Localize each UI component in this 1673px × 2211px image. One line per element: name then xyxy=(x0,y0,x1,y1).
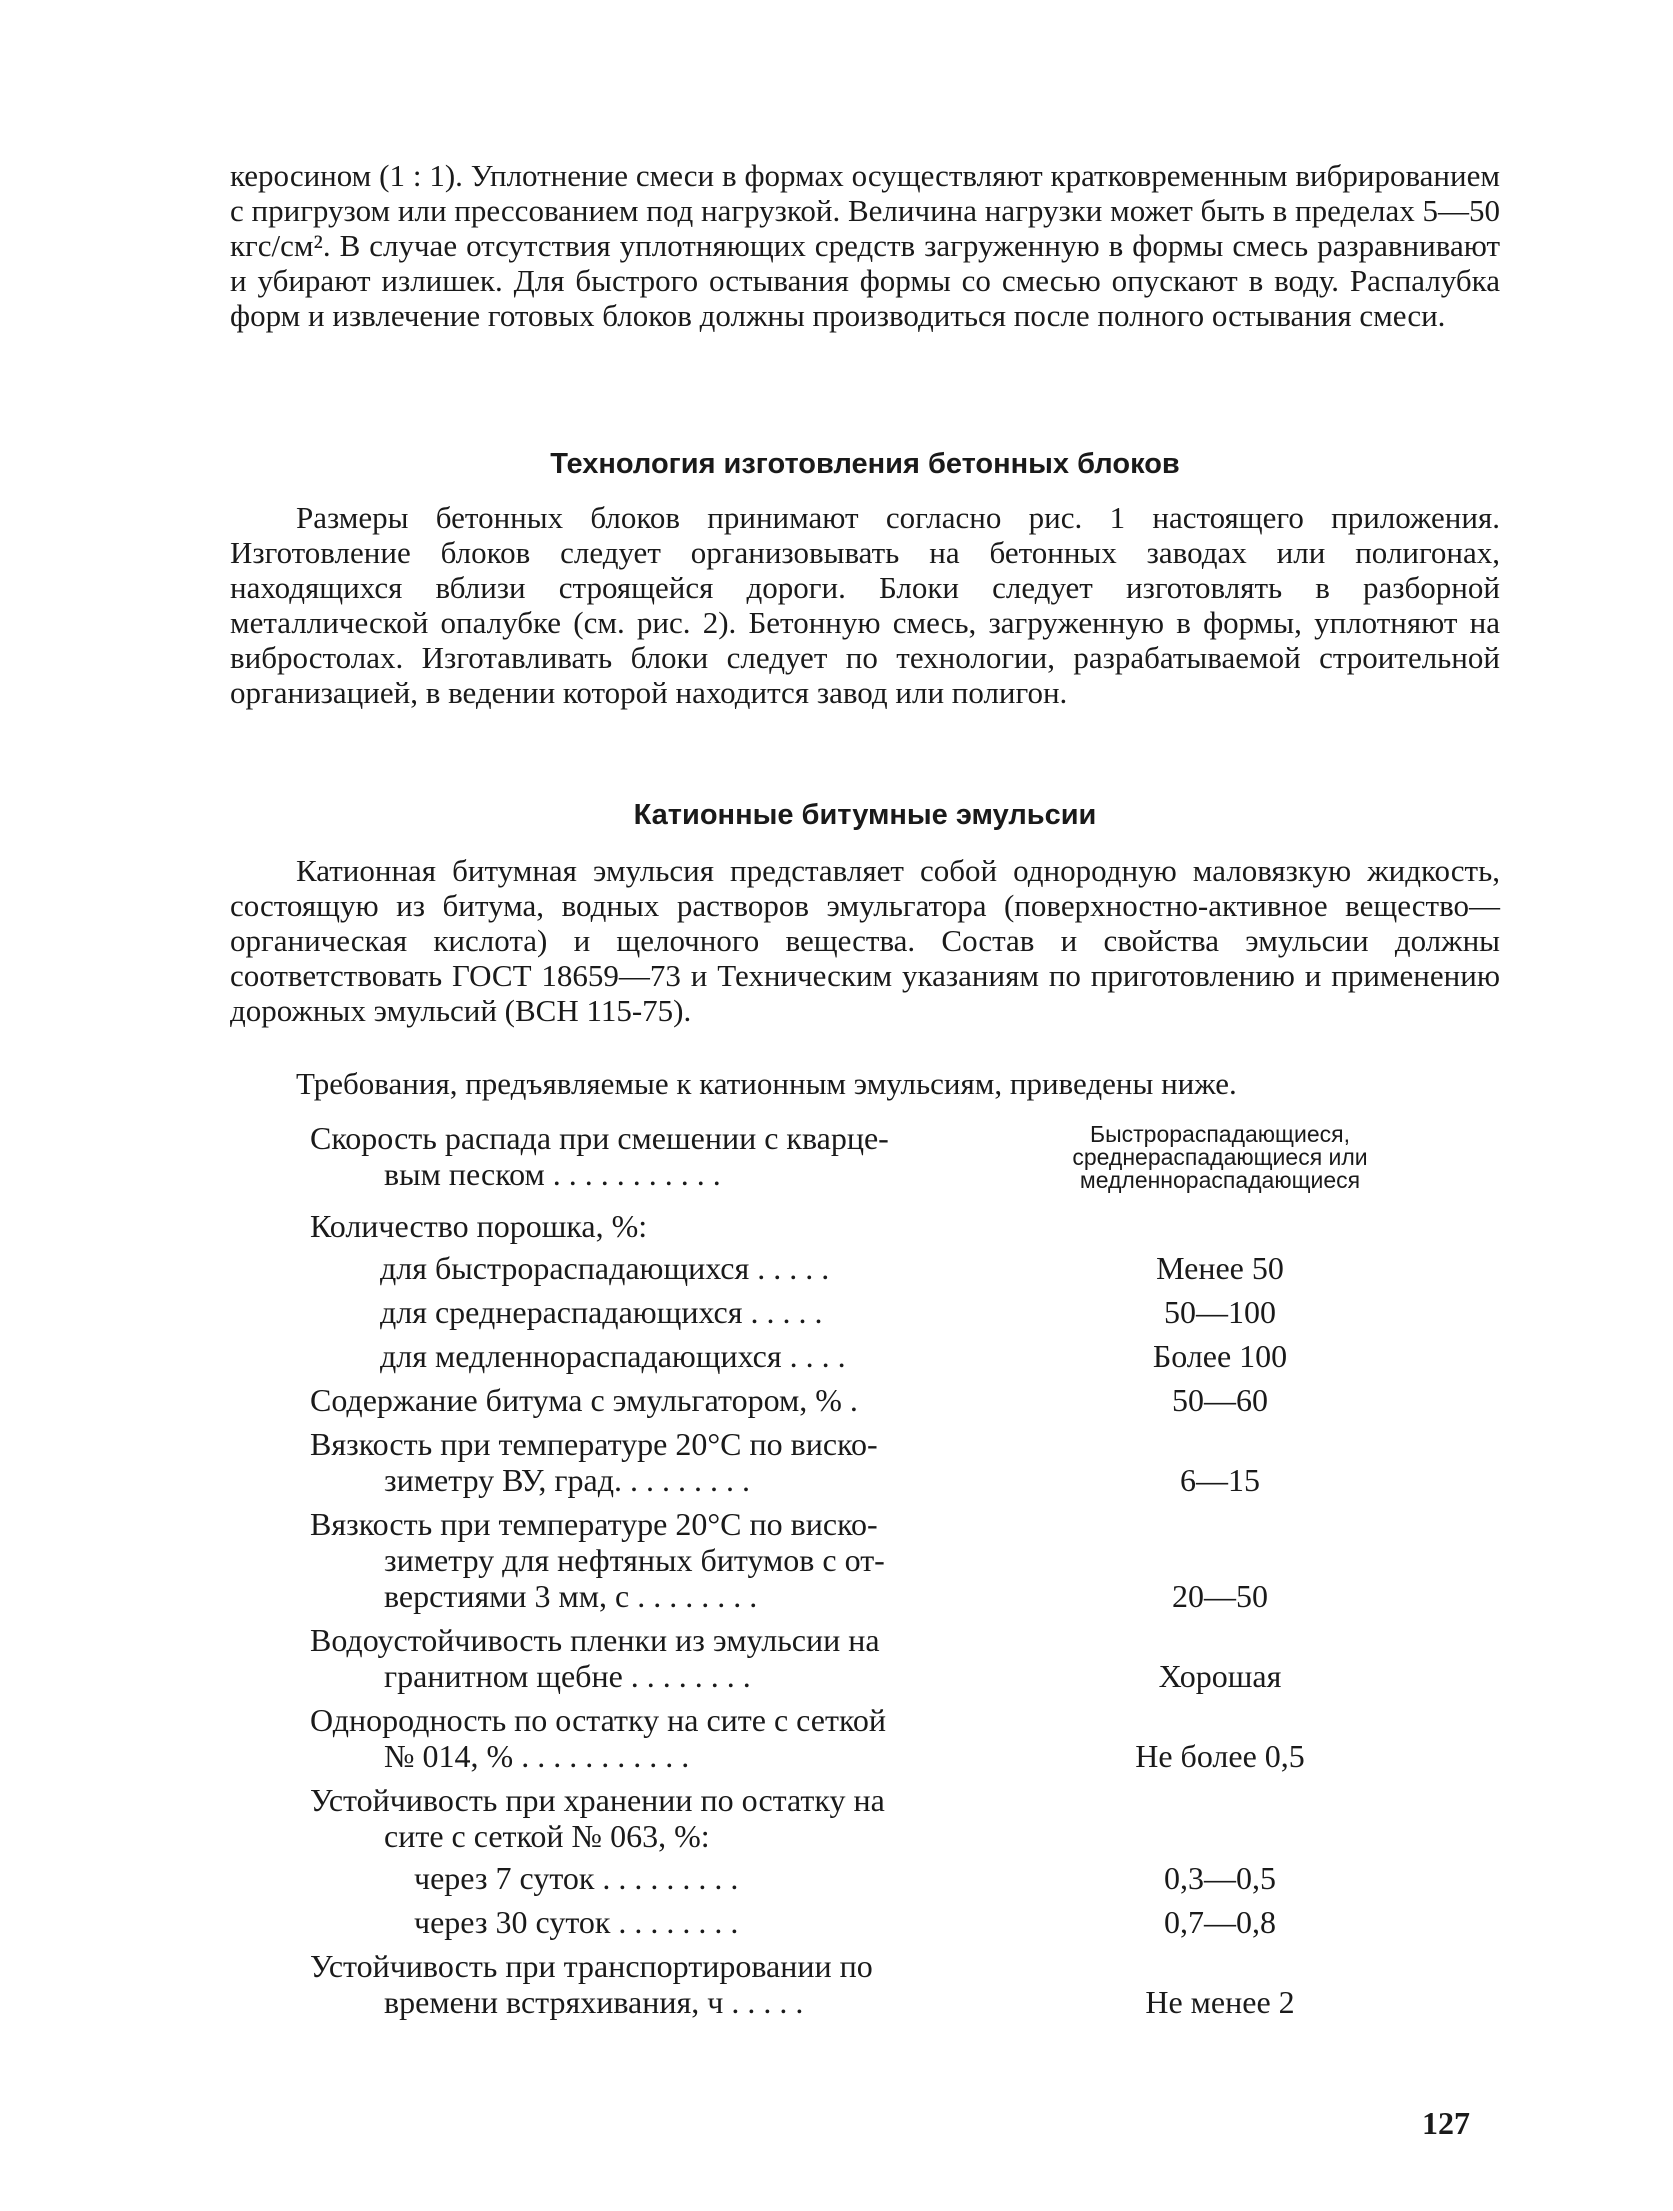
row-label: Устойчивость при хранении по остатку на сите с сеткой № 063, %: xyxy=(310,1782,885,1854)
page-number: 127 xyxy=(1422,2105,1470,2141)
row-value: Не менее 2 xyxy=(1145,1984,1295,2020)
row-label: для быстрораспадающихся . . . . . xyxy=(380,1250,830,1286)
row-value: 6—15 xyxy=(1180,1462,1260,1498)
row-label: Содержание битума с эмульгатором, % . xyxy=(310,1382,858,1418)
table-row xyxy=(310,1622,1450,1694)
paragraph-block-sizes xyxy=(230,500,1500,710)
row-value: Не более 0,5 xyxy=(1135,1738,1305,1774)
row-value: Менее 50 xyxy=(1156,1250,1284,1286)
table-row xyxy=(310,1294,1450,1330)
row-label: Однородность по остатку на сите с сеткой № 014, % . . . . . . . . . . . xyxy=(310,1702,886,1774)
paragraph-text: Катионная битумная эмульсия представляет собой однородную маловязкую жидкость, состоящую из битума, водных растворов эмульгатора (поверхностно-активное вещество—органическая кислота) и щелочного вещества. Состав и свойства эмульсии должны соответствовать ГОСТ 18659—73 и Техническим указаниям по приготовлению и применению дорожных эмульсий (ВСН 115-75). xyxy=(230,853,1500,1028)
table-row xyxy=(310,1702,1450,1774)
row-value: Более 100 xyxy=(1152,1338,1288,1374)
requirements-table xyxy=(310,1120,1450,2020)
paragraph-emulsion-description xyxy=(230,853,1500,1028)
table-row xyxy=(310,1904,1450,1940)
row-value: 50—60 xyxy=(1172,1382,1268,1418)
table-row xyxy=(310,1860,1450,1896)
paragraph-text: керосином (1 : 1). Уплотнение смеси в формах осуществляют кратковременным вибрированием с пригрузом или прессованием под нагрузкой. Величина нагрузки может быть в пределах 5—50 кгс/см². В случае отсутствия уплотняющих средств загруженную в формы смесь разравнивают и убирают излишек. Для быстрого остывания формы со смесью опускают в воду. Распалубка форм и извлечение готовых блоков должны производиться после полного остывания смеси. xyxy=(230,158,1500,333)
paragraph-compaction xyxy=(230,158,1500,333)
row-label: Скорость распада при смешении с кварце- вым песком . . . . . . . . . . . xyxy=(310,1120,889,1192)
row-label: через 30 суток . . . . . . . . xyxy=(414,1904,739,1940)
heading-cationic-emulsions: Катионные битумные эмульсии xyxy=(633,799,1097,831)
paragraph-requirements-intro xyxy=(230,1066,1500,1101)
row-label: Водоустойчивость пленки из эмульсии на гранитном щебне . . . . . . . . xyxy=(310,1622,880,1694)
row-value: 0,3—0,5 xyxy=(1164,1860,1276,1896)
row-label: Вязкость при температуре 20°С по виско- зиметру для нефтяных битумов с от- верстиями 3 мм, с . . . . . . . . xyxy=(310,1506,885,1614)
row-label: Вязкость при температуре 20°С по виско- зиметру ВУ, град. . . . . . . . . xyxy=(310,1426,878,1498)
table-row xyxy=(310,1426,1450,1498)
table-row xyxy=(310,1208,1450,1244)
row-value: 0,7—0,8 xyxy=(1164,1904,1276,1940)
table-row xyxy=(310,1382,1450,1418)
heading-concrete-blocks: Технология изготовления бетонных блоков xyxy=(550,448,1180,480)
paragraph-text: Размеры бетонных блоков принимают согласно рис. 1 настоящего приложения. Изготовление блоков следует организовывать на бетонных заводах или полигонах, находящихся вблизи строящейся дороги. Блоки следует изготовлять в разборной металлической опалубке (см. рис. 2). Бетонную смесь, загруженную в формы, уплотняют на вибростолах. Изготавливать блоки следует по технологии, разрабатываемой строительной организацией, в ведении которой находится завод или полигон. xyxy=(230,500,1500,710)
table-row xyxy=(310,1782,1450,1854)
row-value: 20—50 xyxy=(1172,1578,1268,1614)
row-label: Устойчивость при транспортировании по времени встряхивания, ч . . . . . xyxy=(310,1948,873,2020)
table-row xyxy=(310,1948,1450,2020)
column-header-value: Быстрораспадающиеся, среднераспадающиеся или медленнораспадающиеся xyxy=(1072,1121,1368,1193)
table-row xyxy=(310,1338,1450,1374)
table-row xyxy=(310,1506,1450,1614)
row-label: для медленнораспадающихся . . . . xyxy=(380,1338,846,1374)
row-value: Хорошая xyxy=(1158,1658,1282,1694)
row-label: Количество порошка, %: xyxy=(310,1208,648,1244)
table-row xyxy=(310,1120,1450,1192)
paragraph-text: Требования, предъявляемые к катионным эмульсиям, приведены ниже. xyxy=(296,1066,1237,1101)
row-value: 50—100 xyxy=(1164,1294,1276,1330)
row-label: для среднераспадающихся . . . . . xyxy=(380,1294,823,1330)
row-label: через 7 суток . . . . . . . . . xyxy=(414,1860,739,1896)
table-row xyxy=(310,1250,1450,1286)
